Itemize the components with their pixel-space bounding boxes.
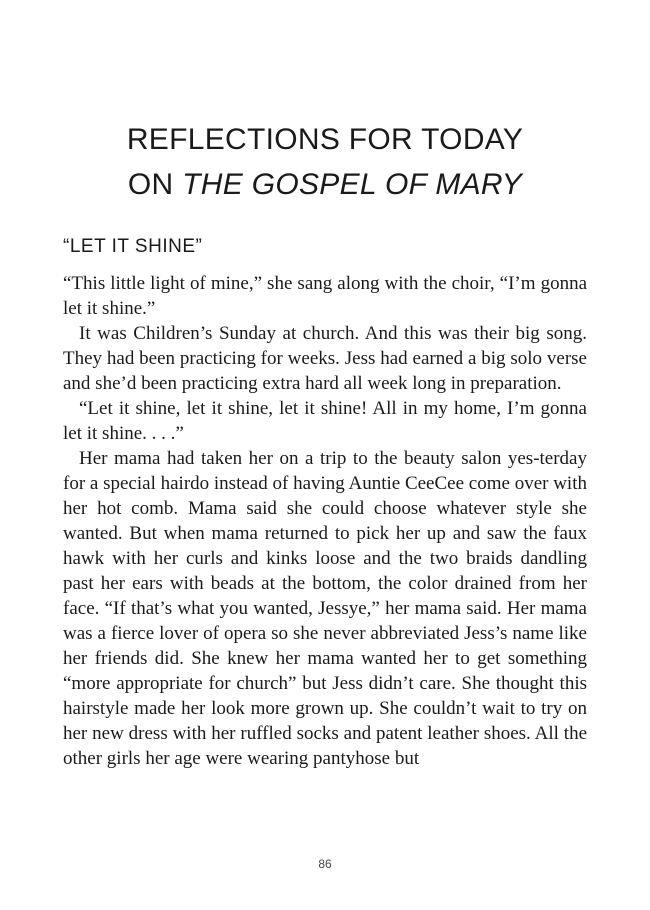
paragraph-1: “This little light of mine,” she sang along with the choir, “I’m gonna let it shine.” bbox=[63, 273, 587, 319]
chapter-title-prefix: ON bbox=[127, 168, 183, 201]
chapter-title-line-1: REFLECTIONS FOR TODAY bbox=[126, 123, 524, 156]
body-text bbox=[63, 271, 587, 771]
chapter-title-line-2 bbox=[0, 162, 650, 207]
page-number: 86 bbox=[318, 857, 332, 871]
chapter-title-book-name: THE GOSPEL OF MARY bbox=[182, 168, 523, 201]
paragraph-3: “Let it shine, let it shine, let it shine! All in my home, I’m gonna let it shine. . . .” bbox=[63, 398, 587, 444]
chapter-title bbox=[0, 117, 650, 207]
paragraph-4: Her mama had taken her on a trip to the beauty salon yes-terday for a special hairdo instead of having Auntie CeeCee come over with her hot comb. Mama said she could choose whatever style she wanted. But when mama returned to pick her up and saw the faux hawk with her curls and kinks loose and the two braids dandling past her ears with beads at the bottom, the color drained from her face. “If that’s what you wanted, Jessye,” her mama said. Her mama was a fierce lover of opera so she never abbreviated Jess’s name like her friends did. She knew her mama wanted her to get something “more appropriate for church” but Jess didn’t care. She thought this hairstyle made her look more grown up. She couldn’t wait to try on her new dress with her ruffled socks and patent leather shoes. All the other girls her age were wearing pantyhose but bbox=[63, 448, 587, 769]
section-heading: “LET IT SHINE” bbox=[63, 236, 203, 257]
paragraph-2: It was Children’s Sunday at church. And this was their big song. They had been practicing for weeks. Jess had earned a big solo verse and she’d been practicing extra hard all week long in preparation. bbox=[63, 323, 587, 394]
